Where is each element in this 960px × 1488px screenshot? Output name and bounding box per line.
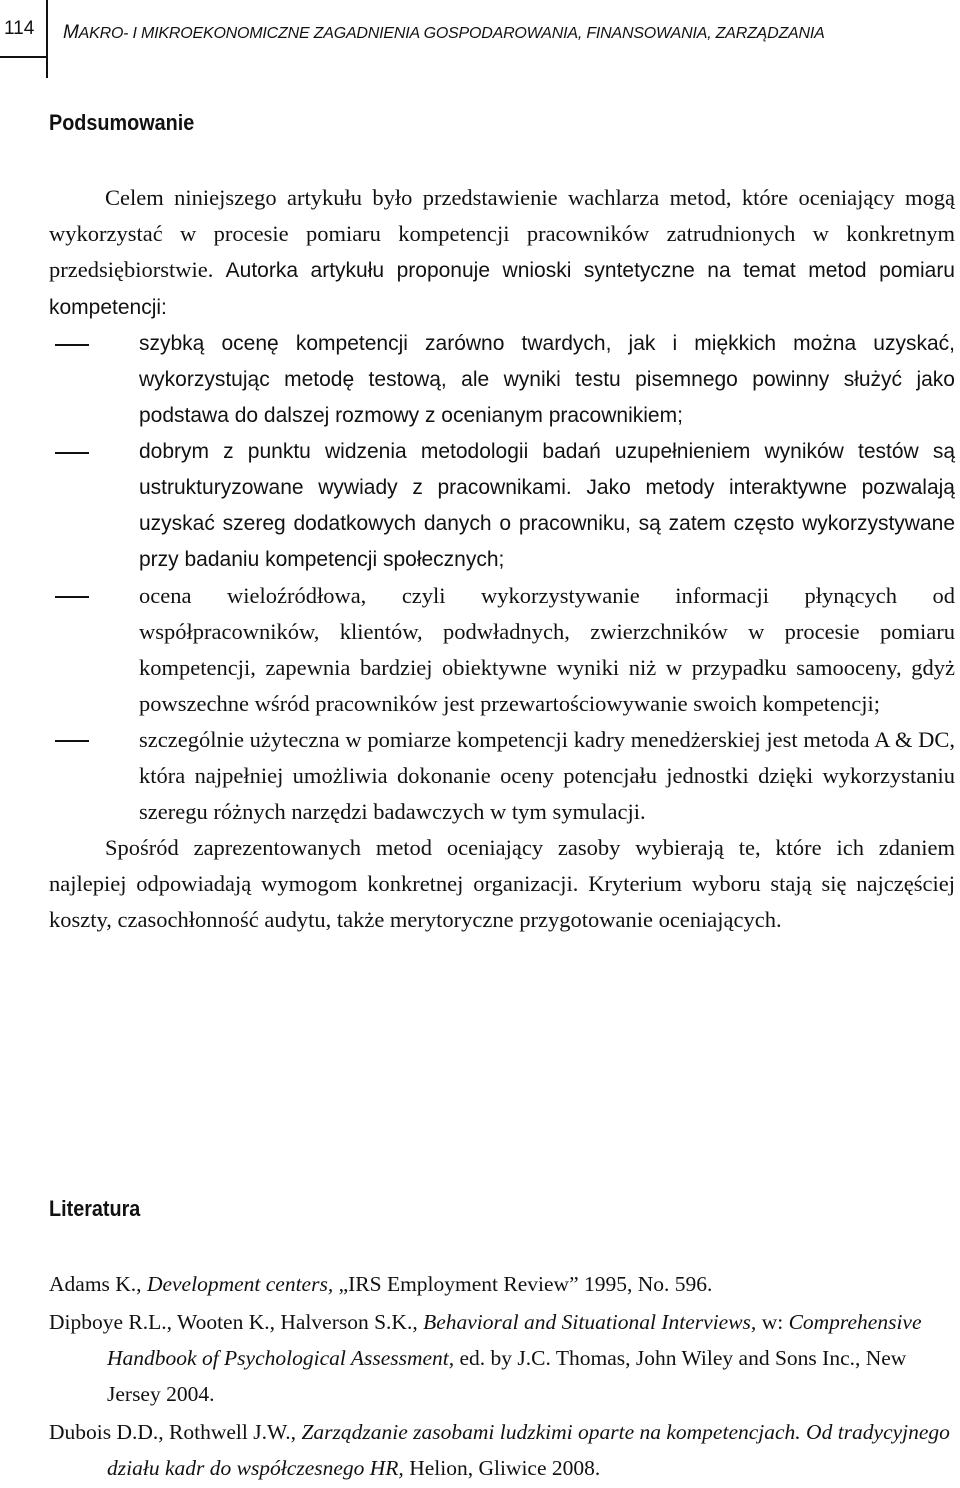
reference-list — [49, 1266, 955, 1488]
summary-paragraph-1-serif: Celem niniejszego artykułu było przedstawienie wachlarza metod, które oceniający mogą wykorzystać w procesie pomiaru kompetencji pracowników zatrudnionych w konkretnym przedsiębiorstwie. — [49, 185, 955, 282]
reference-title: Behavioral and Situational Interviews, — [423, 1310, 757, 1334]
reference-title: Zarządzanie zasobami ludzkimi oparte na kompetencjach. Od tradycyjnego działu kadr do współczesnego HR, — [107, 1420, 950, 1480]
reference-title: Development centers, — [146, 1272, 334, 1296]
reference-book-title: Comprehensive Handbook of Psychological Assessment, — [107, 1310, 922, 1370]
reference-author: Adams K., — [49, 1272, 142, 1296]
reference-item — [49, 1414, 955, 1486]
summary-paragraph-2: Spośród zaprezentowanych metod oceniający zasoby wybierają te, które ich zdaniem najlepiej odpowiadają wymogom konkretnej organizacji. Kryterium wyboru stają się najczęściej koszty, czasochłonność audytu, także merytoryczne przygotowanie oceniających. — [49, 835, 955, 932]
summary-body — [49, 180, 955, 938]
conclusion-item-3: ocena wieloźródłowa, czyli wykorzystywanie informacji płynących od współpracowników, klientów, podwładnych, zwierzchników w procesie pomiaru kompetencji, zapewnia bardziej obiektywne wyniki niż w przypadku samooceny, gdyż powszechne wśród pracowników jest przewartościowywanie swoich kompetencji; — [139, 578, 955, 722]
summary-heading: Podsumowanie — [49, 110, 195, 135]
conclusion-item-4: szczególnie użyteczna w pomiarze kompetencji kadry menedżerskiej jest metoda A & DC, która najpełniej umożliwia dokonanie oceny potencjału jednostki dzięki wykorzystaniu szeregu różnych narzędzi badawczych w tym symulacji. — [139, 722, 955, 830]
reference-author: Dipboye R.L., Wooten K., Halverson S.K., — [49, 1310, 418, 1334]
conclusion-item-2: dobrym z punktu widzenia metodologii badań uzupełnieniem wyników testów są ustrukturyzowane wywiady z pracownikami. Jako metody interaktywne pozwalają uzyskać szereg dodatkowych danych o pracowniku, są zatem często wykorzystywane przy badaniu kompetencji społecznych; — [139, 434, 955, 578]
reference-item — [49, 1266, 955, 1302]
page-number: 114 — [4, 18, 35, 39]
reference-item — [49, 1304, 955, 1412]
reference-author: Dubois D.D., Rothwell J.W., — [49, 1420, 297, 1444]
reference-details: Helion, Gliwice 2008. — [409, 1456, 601, 1480]
reference-in: w: — [761, 1310, 784, 1334]
reference-details: „IRS Employment Review” 1995, No. 596. — [338, 1272, 713, 1296]
summary-paragraph-1 — [49, 180, 955, 326]
conclusion-item-1: szybką ocenę kompetencji zarówno twardych, jak i miękkich można uzyskać, wykorzystując metodę testową, ale wyniki testu pisemnego powinny służyć jako podstawa do dalszej rozmowy z ocenianym pracownikiem; — [139, 326, 955, 434]
literature-heading: Literatura — [49, 1196, 141, 1221]
running-head-initial: M — [63, 22, 79, 43]
header-horizontal-rule — [0, 56, 46, 58]
summary-paragraph-1-sans: Autorka artykułu proponuje wnioski syntetyczne na temat metod pomiaru kompetencji: — [49, 259, 955, 319]
running-head — [63, 22, 825, 44]
reference-details: ed. by J.C. Thomas, John Wiley and Sons Inc., New Jersey 2004. — [107, 1346, 907, 1406]
header-vertical-rule — [46, 0, 48, 78]
conclusions-list — [49, 326, 955, 830]
running-head-text: AKRO- I MIKROEKONOMICZNE ZAGADNIENIA GOSPODAROWANIA, FINANSOWANIA, ZARZĄDZANIA — [78, 25, 825, 42]
